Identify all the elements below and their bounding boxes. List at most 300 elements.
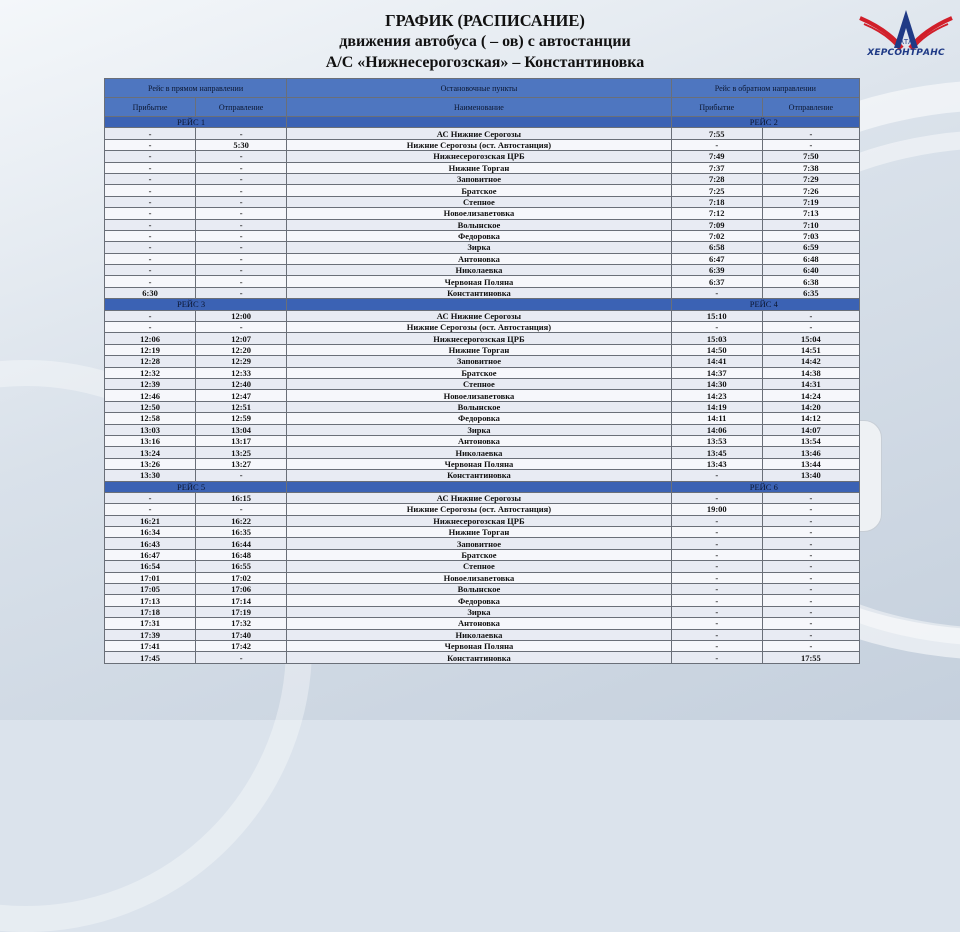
trip-header-row — [105, 299, 860, 310]
header-backward: Рейс в обратном направлении — [671, 79, 859, 98]
return-departure-cell: - — [762, 310, 859, 321]
return-arrival-cell: - — [671, 595, 762, 606]
return-arrival-cell: - — [671, 572, 762, 583]
return-arrival-cell: - — [671, 629, 762, 640]
return-departure-cell: 15:04 — [762, 333, 859, 344]
table-row — [105, 139, 860, 150]
return-arrival-cell: - — [671, 492, 762, 503]
return-departure-cell: - — [762, 572, 859, 583]
return-departure-cell: 13:44 — [762, 458, 859, 469]
departure-cell: 12:59 — [196, 413, 287, 424]
return-departure-cell: 14:42 — [762, 356, 859, 367]
stop-name-cell: Нижние Торган — [287, 527, 672, 538]
table-row — [105, 253, 860, 264]
return-arrival-cell: - — [671, 538, 762, 549]
table-row — [105, 401, 860, 412]
arrival-cell: 17:31 — [105, 618, 196, 629]
return-arrival-cell: 15:03 — [671, 333, 762, 344]
table-row — [105, 618, 860, 629]
table-row — [105, 629, 860, 640]
return-departure-cell: 7:26 — [762, 185, 859, 196]
return-departure-cell: 7:38 — [762, 162, 859, 173]
return-departure-cell: - — [762, 549, 859, 560]
departure-cell: 17:19 — [196, 606, 287, 617]
return-arrival-cell: - — [671, 652, 762, 663]
logo-text: ХЕРСОНТРАНС — [867, 48, 945, 58]
return-arrival-cell: 13:53 — [671, 435, 762, 446]
departure-cell: 17:42 — [196, 640, 287, 651]
khersontrans-logo-icon — [858, 4, 954, 68]
arrival-cell: 16:47 — [105, 549, 196, 560]
return-arrival-cell: 7:28 — [671, 173, 762, 184]
trip-label-forward: РЕЙС 3 — [105, 299, 287, 310]
return-departure-cell: 13:46 — [762, 447, 859, 458]
departure-cell: 16:22 — [196, 515, 287, 526]
header-departure-return: Отправление — [762, 98, 859, 117]
stop-name-cell: Новоелизаветовка — [287, 208, 672, 219]
return-departure-cell: 7:13 — [762, 208, 859, 219]
return-departure-cell: 7:19 — [762, 196, 859, 207]
table-row — [105, 561, 860, 572]
departure-cell: 12:29 — [196, 356, 287, 367]
departure-cell: 16:55 — [196, 561, 287, 572]
header-stops: Остановочные пункты — [287, 79, 672, 98]
departure-cell: 16:15 — [196, 492, 287, 503]
arrival-cell: 17:13 — [105, 595, 196, 606]
departure-cell: 17:06 — [196, 584, 287, 595]
table-row — [105, 162, 860, 173]
trip-label-forward: РЕЙС 5 — [105, 481, 287, 492]
departure-cell: - — [196, 208, 287, 219]
stop-name-cell: АС Нижние Серогозы — [287, 310, 672, 321]
stop-name-cell: Заповитное — [287, 356, 672, 367]
return-departure-cell: 14:38 — [762, 367, 859, 378]
stop-name-cell: АС Нижние Серогозы — [287, 128, 672, 139]
arrival-cell: 13:26 — [105, 458, 196, 469]
arrival-cell: 12:32 — [105, 367, 196, 378]
stop-name-cell: Братское — [287, 185, 672, 196]
stop-name-cell: Нижние Серогозы (ост. Автостанция) — [287, 322, 672, 333]
table-row — [105, 128, 860, 139]
return-departure-cell: 6:59 — [762, 242, 859, 253]
return-arrival-cell: - — [671, 527, 762, 538]
stop-name-cell: Волынское — [287, 584, 672, 595]
return-departure-cell: 14:07 — [762, 424, 859, 435]
header-arrival: Прибытие — [105, 98, 196, 117]
table-row — [105, 196, 860, 207]
departure-cell: - — [196, 265, 287, 276]
arrival-cell: 12:46 — [105, 390, 196, 401]
return-arrival-cell: - — [671, 287, 762, 298]
trip-label-forward: РЕЙС 1 — [105, 117, 287, 128]
arrival-cell: 17:41 — [105, 640, 196, 651]
return-arrival-cell: - — [671, 322, 762, 333]
arrival-cell: 12:19 — [105, 344, 196, 355]
stop-name-cell: Нижние Серогозы (ост. Автостанция) — [287, 504, 672, 515]
header-arrival-return: Прибытие — [671, 98, 762, 117]
return-departure-cell: - — [762, 527, 859, 538]
arrival-cell: 6:30 — [105, 287, 196, 298]
table-row — [105, 322, 860, 333]
table-row — [105, 527, 860, 538]
return-arrival-cell: 14:41 — [671, 356, 762, 367]
stop-name-cell: Зирка — [287, 606, 672, 617]
arrival-cell: - — [105, 504, 196, 515]
stop-name-cell: Нижние Торган — [287, 162, 672, 173]
table-row — [105, 595, 860, 606]
arrival-cell: - — [105, 230, 196, 241]
table-row — [105, 344, 860, 355]
departure-cell: 12:47 — [196, 390, 287, 401]
departure-cell: 13:17 — [196, 435, 287, 446]
header-forward: Рейс в прямом направлении — [105, 79, 287, 98]
trip-label-spacer — [287, 117, 672, 128]
table-row — [105, 515, 860, 526]
departure-cell: 12:20 — [196, 344, 287, 355]
stop-name-cell: Николаевка — [287, 265, 672, 276]
departure-cell: 17:40 — [196, 629, 287, 640]
return-arrival-cell: - — [671, 584, 762, 595]
departure-cell: 17:14 — [196, 595, 287, 606]
return-departure-cell: - — [762, 492, 859, 503]
stop-name-cell: Зирка — [287, 242, 672, 253]
return-arrival-cell: 6:58 — [671, 242, 762, 253]
schedule-table — [104, 78, 860, 664]
return-arrival-cell: 14:06 — [671, 424, 762, 435]
trip-label-backward: РЕЙС 4 — [671, 299, 859, 310]
departure-cell: - — [196, 504, 287, 515]
header-row-columns — [105, 98, 860, 117]
arrival-cell: - — [105, 310, 196, 321]
stop-name-cell: Нижние Торган — [287, 344, 672, 355]
return-arrival-cell: 14:30 — [671, 378, 762, 389]
return-departure-cell: - — [762, 618, 859, 629]
stop-name-cell: Николаевка — [287, 447, 672, 458]
stop-name-cell: Братское — [287, 367, 672, 378]
table-row — [105, 367, 860, 378]
return-departure-cell: 17:55 — [762, 652, 859, 663]
stop-name-cell: Нижние Серогозы (ост. Автостанция) — [287, 139, 672, 150]
logo-emblem-text: ΛΤΛ — [899, 38, 913, 46]
stop-name-cell: Заповитное — [287, 173, 672, 184]
stop-name-cell: Червоная Поляна — [287, 458, 672, 469]
arrival-cell: 17:45 — [105, 652, 196, 663]
table-row — [105, 173, 860, 184]
return-arrival-cell: 14:11 — [671, 413, 762, 424]
stop-name-cell: Степное — [287, 378, 672, 389]
stop-name-cell: Волынское — [287, 219, 672, 230]
table-row — [105, 447, 860, 458]
arrival-cell: - — [105, 492, 196, 503]
trip-label-backward: РЕЙС 2 — [671, 117, 859, 128]
table-row — [105, 492, 860, 503]
return-departure-cell: - — [762, 640, 859, 651]
stop-name-cell: Константиновка — [287, 287, 672, 298]
departure-cell: 17:32 — [196, 618, 287, 629]
departure-cell: 13:27 — [196, 458, 287, 469]
stop-name-cell: Антоновка — [287, 435, 672, 446]
return-arrival-cell: 7:55 — [671, 128, 762, 139]
arrival-cell: 16:43 — [105, 538, 196, 549]
return-departure-cell: - — [762, 515, 859, 526]
arrival-cell: - — [105, 185, 196, 196]
table-row — [105, 185, 860, 196]
table-row — [105, 310, 860, 321]
departure-cell: - — [196, 196, 287, 207]
return-departure-cell: 6:38 — [762, 276, 859, 287]
header-name: Наименование — [287, 98, 672, 117]
departure-cell: - — [196, 253, 287, 264]
departure-cell: 16:44 — [196, 538, 287, 549]
table-row — [105, 230, 860, 241]
return-departure-cell: 6:40 — [762, 265, 859, 276]
departure-cell: 16:48 — [196, 549, 287, 560]
return-arrival-cell: - — [671, 606, 762, 617]
table-row — [105, 572, 860, 583]
table-row — [105, 219, 860, 230]
departure-cell: - — [196, 242, 287, 253]
return-arrival-cell: 7:37 — [671, 162, 762, 173]
stop-name-cell: Антоновка — [287, 253, 672, 264]
departure-cell: 12:40 — [196, 378, 287, 389]
stop-name-cell: Степное — [287, 196, 672, 207]
departure-cell: - — [196, 162, 287, 173]
stop-name-cell: Братское — [287, 549, 672, 560]
trip-label-backward: РЕЙС 6 — [671, 481, 859, 492]
return-arrival-cell: 7:02 — [671, 230, 762, 241]
departure-cell: - — [196, 230, 287, 241]
title-line-3: А/С «Нижнесерогозская» – Константиновка — [325, 54, 645, 71]
return-arrival-cell: - — [671, 470, 762, 481]
departure-cell: - — [196, 173, 287, 184]
return-arrival-cell: - — [671, 549, 762, 560]
stop-name-cell: Нижнесерогозская ЦРБ — [287, 515, 672, 526]
departure-cell: - — [196, 128, 287, 139]
return-departure-cell: 7:50 — [762, 151, 859, 162]
arrival-cell: 12:28 — [105, 356, 196, 367]
arrival-cell: 12:39 — [105, 378, 196, 389]
return-arrival-cell: 14:23 — [671, 390, 762, 401]
arrival-cell: - — [105, 219, 196, 230]
table-row — [105, 378, 860, 389]
return-arrival-cell: 14:37 — [671, 367, 762, 378]
return-arrival-cell: 7:12 — [671, 208, 762, 219]
departure-cell: 12:07 — [196, 333, 287, 344]
table-row — [105, 458, 860, 469]
table-row — [105, 584, 860, 595]
return-arrival-cell: 6:39 — [671, 265, 762, 276]
return-arrival-cell: 13:45 — [671, 447, 762, 458]
departure-cell: 13:25 — [196, 447, 287, 458]
arrival-cell: 12:58 — [105, 413, 196, 424]
arrival-cell: - — [105, 139, 196, 150]
header-departure: Отправление — [196, 98, 287, 117]
return-arrival-cell: - — [671, 139, 762, 150]
return-departure-cell: 14:31 — [762, 378, 859, 389]
table-row — [105, 470, 860, 481]
header-row-directions — [105, 79, 860, 98]
departure-cell: - — [196, 652, 287, 663]
departure-cell: 12:33 — [196, 367, 287, 378]
departure-cell: 13:04 — [196, 424, 287, 435]
stop-name-cell: Константиновка — [287, 652, 672, 663]
departure-cell: - — [196, 276, 287, 287]
departure-cell: 16:35 — [196, 527, 287, 538]
table-row — [105, 606, 860, 617]
departure-cell: - — [196, 322, 287, 333]
stop-name-cell: Зирка — [287, 424, 672, 435]
title-line-2: движения автобуса ( – ов) с автостанции — [339, 33, 631, 50]
stop-name-cell: Новоелизаветовка — [287, 572, 672, 583]
arrival-cell: - — [105, 265, 196, 276]
return-arrival-cell: 7:25 — [671, 185, 762, 196]
arrival-cell: 17:18 — [105, 606, 196, 617]
stop-name-cell: Степное — [287, 561, 672, 572]
return-arrival-cell: 7:09 — [671, 219, 762, 230]
return-departure-cell: 7:10 — [762, 219, 859, 230]
trip-header-row — [105, 481, 860, 492]
table-row — [105, 333, 860, 344]
return-departure-cell: 14:12 — [762, 413, 859, 424]
table-row — [105, 151, 860, 162]
return-arrival-cell: - — [671, 561, 762, 572]
return-departure-cell: - — [762, 504, 859, 515]
return-departure-cell: 6:35 — [762, 287, 859, 298]
arrival-cell: 12:06 — [105, 333, 196, 344]
return-arrival-cell: 19:00 — [671, 504, 762, 515]
stop-name-cell: Нижнесерогозская ЦРБ — [287, 151, 672, 162]
trip-header-row — [105, 117, 860, 128]
arrival-cell: - — [105, 253, 196, 264]
return-departure-cell: - — [762, 595, 859, 606]
table-row — [105, 435, 860, 446]
table-row — [105, 652, 860, 663]
departure-cell: 17:02 — [196, 572, 287, 583]
arrival-cell: - — [105, 208, 196, 219]
return-arrival-cell: 7:49 — [671, 151, 762, 162]
arrival-cell: - — [105, 162, 196, 173]
table-row — [105, 356, 860, 367]
return-departure-cell: - — [762, 561, 859, 572]
return-departure-cell: - — [762, 606, 859, 617]
return-departure-cell: - — [762, 584, 859, 595]
stop-name-cell: Червоная Поляна — [287, 276, 672, 287]
stop-name-cell: Червоная Поляна — [287, 640, 672, 651]
return-arrival-cell: 14:50 — [671, 344, 762, 355]
arrival-cell: 16:34 — [105, 527, 196, 538]
stop-name-cell: АС Нижние Серогозы — [287, 492, 672, 503]
return-departure-cell: 14:20 — [762, 401, 859, 412]
table-row — [105, 549, 860, 560]
stop-name-cell: Константиновка — [287, 470, 672, 481]
return-arrival-cell: 6:47 — [671, 253, 762, 264]
departure-cell: - — [196, 470, 287, 481]
arrival-cell: 13:30 — [105, 470, 196, 481]
stop-name-cell: Федоровка — [287, 595, 672, 606]
stop-name-cell: Нижнесерогозская ЦРБ — [287, 333, 672, 344]
departure-cell: - — [196, 151, 287, 162]
return-arrival-cell: - — [671, 640, 762, 651]
table-row — [105, 504, 860, 515]
departure-cell: - — [196, 219, 287, 230]
arrival-cell: - — [105, 242, 196, 253]
arrival-cell: 17:05 — [105, 584, 196, 595]
arrival-cell: - — [105, 128, 196, 139]
arrival-cell: - — [105, 276, 196, 287]
table-row — [105, 265, 860, 276]
return-departure-cell: 7:29 — [762, 173, 859, 184]
table-row — [105, 242, 860, 253]
return-arrival-cell: 13:43 — [671, 458, 762, 469]
arrival-cell: 16:54 — [105, 561, 196, 572]
stop-name-cell: Заповитное — [287, 538, 672, 549]
return-departure-cell: - — [762, 538, 859, 549]
stop-name-cell: Волынское — [287, 401, 672, 412]
return-departure-cell: - — [762, 322, 859, 333]
stop-name-cell: Антоновка — [287, 618, 672, 629]
return-departure-cell: 13:40 — [762, 470, 859, 481]
arrival-cell: 17:01 — [105, 572, 196, 583]
arrival-cell: - — [105, 151, 196, 162]
return-departure-cell: 6:48 — [762, 253, 859, 264]
table-row — [105, 413, 860, 424]
arrival-cell: - — [105, 196, 196, 207]
return-arrival-cell: - — [671, 618, 762, 629]
title-line-1: ГРАФИК (РАСПИСАНИЕ) — [385, 11, 585, 30]
return-arrival-cell: 15:10 — [671, 310, 762, 321]
document-title — [0, 10, 960, 73]
table-row — [105, 424, 860, 435]
stop-name-cell: Новоелизаветовка — [287, 390, 672, 401]
return-arrival-cell: 6:37 — [671, 276, 762, 287]
return-arrival-cell: 7:18 — [671, 196, 762, 207]
departure-cell: 12:00 — [196, 310, 287, 321]
return-departure-cell: - — [762, 128, 859, 139]
stop-name-cell: Федоровка — [287, 230, 672, 241]
return-arrival-cell: 14:19 — [671, 401, 762, 412]
arrival-cell: 16:21 — [105, 515, 196, 526]
stop-name-cell: Федоровка — [287, 413, 672, 424]
arrival-cell: - — [105, 173, 196, 184]
arrival-cell: 13:24 — [105, 447, 196, 458]
arrival-cell: - — [105, 322, 196, 333]
arrival-cell: 12:50 — [105, 401, 196, 412]
return-departure-cell: 14:24 — [762, 390, 859, 401]
return-departure-cell: 13:54 — [762, 435, 859, 446]
stop-name-cell: Николаевка — [287, 629, 672, 640]
departure-cell: 12:51 — [196, 401, 287, 412]
arrival-cell: 13:03 — [105, 424, 196, 435]
return-departure-cell: - — [762, 139, 859, 150]
departure-cell: - — [196, 287, 287, 298]
table-row — [105, 287, 860, 298]
arrival-cell: 13:16 — [105, 435, 196, 446]
trip-label-spacer — [287, 299, 672, 310]
table-row — [105, 390, 860, 401]
table-row — [105, 538, 860, 549]
table-row — [105, 276, 860, 287]
table-row — [105, 640, 860, 651]
table-row — [105, 208, 860, 219]
arrival-cell: 17:39 — [105, 629, 196, 640]
return-arrival-cell: - — [671, 515, 762, 526]
return-departure-cell: 14:51 — [762, 344, 859, 355]
return-departure-cell: - — [762, 629, 859, 640]
trip-label-spacer — [287, 481, 672, 492]
departure-cell: - — [196, 185, 287, 196]
departure-cell: 5:30 — [196, 139, 287, 150]
return-departure-cell: 7:03 — [762, 230, 859, 241]
